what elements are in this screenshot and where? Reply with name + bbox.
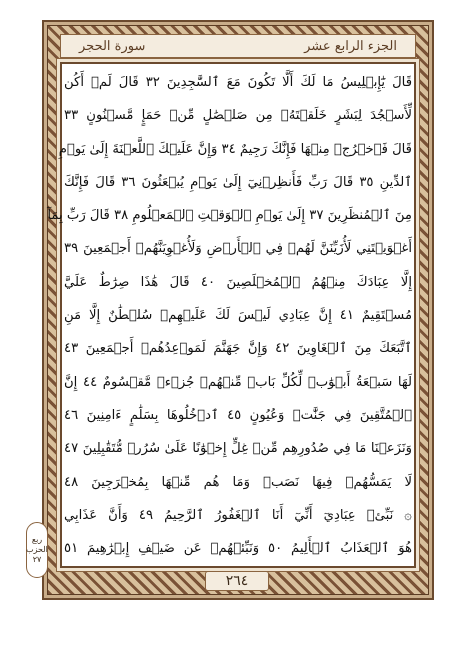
text-line: قَالَ فَٱخۡرُجۡ مِنۡهَا فَإِنَّكَ رَجِيمٌ ٣٤ وَإِنَّ عَلَيۡكَ ٱللَّعۡنَةَ إِلَىٰ يَوۡمِ bbox=[58, 141, 412, 157]
text-line: أَغۡوَيۡتَنِي لَأُزَيِّنَنَّ لَهُمۡ فِي ٱلۡأَرۡضِ وَلَأُغۡوِيَنَّهُمۡ أَجۡمَعِينَ ٣٩ bbox=[64, 241, 412, 257]
marker-line: ٢٧ bbox=[32, 555, 42, 564]
text-line: ٱلدِّينِ ٣٥ قَالَ رَبِّ فَأَنظِرۡنِيٓ إِلَىٰ يَوۡمِ يُبۡعَثُونَ ٣٦ قَالَ فَإِنَّكَ bbox=[64, 174, 412, 190]
text-line: هُوَ ٱلۡعَذَابُ ٱلۡأَلِيمُ ٥٠ وَنَبِّئۡهُمۡ عَن ضَيۡفِ إِبۡرَٰهِيمَ ٥١ bbox=[64, 541, 412, 557]
text-line: وَنَزَعۡنَا مَا فِي صُدُورِهِم مِّنۡ غِلٍّ إِخۡوَٰنًا عَلَىٰ سُرُرٖ مُّتَقَٰبِلِينَ ٤٧ bbox=[64, 441, 412, 457]
marker-line: ربع bbox=[31, 535, 43, 544]
text-line: مُسۡتَقِيمٌ ٤١ إِنَّ عِبَادِي لَيۡسَ لَكَ عَلَيۡهِمۡ سُلۡطَٰنٌ إِلَّا مَنِ bbox=[64, 308, 413, 324]
text-line: قَالَ يَٰٓإِبۡلِيسُ مَا لَكَ أَلَّا تَكُونَ مَعَ ٱلسَّٰجِدِينَ ٣٢ قَالَ لَمۡ أَكُن bbox=[64, 75, 412, 90]
text-line: ۞ نَبِّئۡ عِبَادِيٓ أَنِّيٓ أَنَا ٱلۡغَفُورُ ٱلرَّحِيمُ ٤٩ وَأَنَّ عَذَابِي bbox=[64, 507, 412, 523]
marker-line: الحزب bbox=[26, 545, 48, 554]
text-line: ٱتَّبَعَكَ مِنَ ٱلۡغَاوِينَ ٤٢ وَإِنَّ جَهَنَّمَ لَمَوۡعِدُهُمۡ أَجۡمَعِينَ ٤٣ bbox=[64, 341, 412, 357]
hizb-quarter-marker bbox=[26, 522, 48, 578]
text-line: ٱلۡمُتَّقِينَ فِي جَنَّٰتٖ وَعُيُونٍ ٤٥ ٱدۡخُلُوهَا بِسَلَٰمٍ ءَامِنِينَ ٤٦ bbox=[64, 407, 412, 423]
page-number: ٢٦٤ bbox=[205, 571, 269, 591]
text-line: لَا يَمَسُّهُمۡ فِيهَا نَصَبٞ وَمَا هُم مِّنۡهَا بِمُخۡرَجِينَ ٤٨ bbox=[64, 474, 412, 490]
juz-label: الجزء الرابع عشر bbox=[304, 38, 397, 54]
text-line: لِّأَسۡجُدَ لِبَشَرٍ خَلَقۡتَهُۥ مِن صَلۡصَٰلٍ مِّنۡ حَمَإٍ مَّسۡنُونٍ ٣٣ bbox=[64, 108, 412, 124]
surah-label: سورة الحجر bbox=[79, 38, 146, 54]
text-line: مِنَ ٱلۡمُنظَرِينَ ٣٧ إِلَىٰ يَوۡمِ ٱلۡوَقۡتِ ٱلۡمَعۡلُومِ ٣٨ قَالَ رَبِّ بِمَآ bbox=[47, 208, 412, 224]
text-line: لَهَا سَبۡعَةُ أَبۡوَٰبٖ لِّكُلِّ بَابٖ مِّنۡهُمۡ جُزۡءٞ مَّقۡسُومٌ ٤٤ إِنَّ bbox=[64, 374, 412, 390]
page-header bbox=[60, 34, 416, 58]
text-line: إِلَّا عِبَادَكَ مِنۡهُمُ ٱلۡمُخۡلَصِينَ ٤٠ قَالَ هَٰذَا صِرَٰطٌ عَلَيَّ bbox=[64, 274, 412, 290]
quran-text bbox=[47, 66, 413, 565]
